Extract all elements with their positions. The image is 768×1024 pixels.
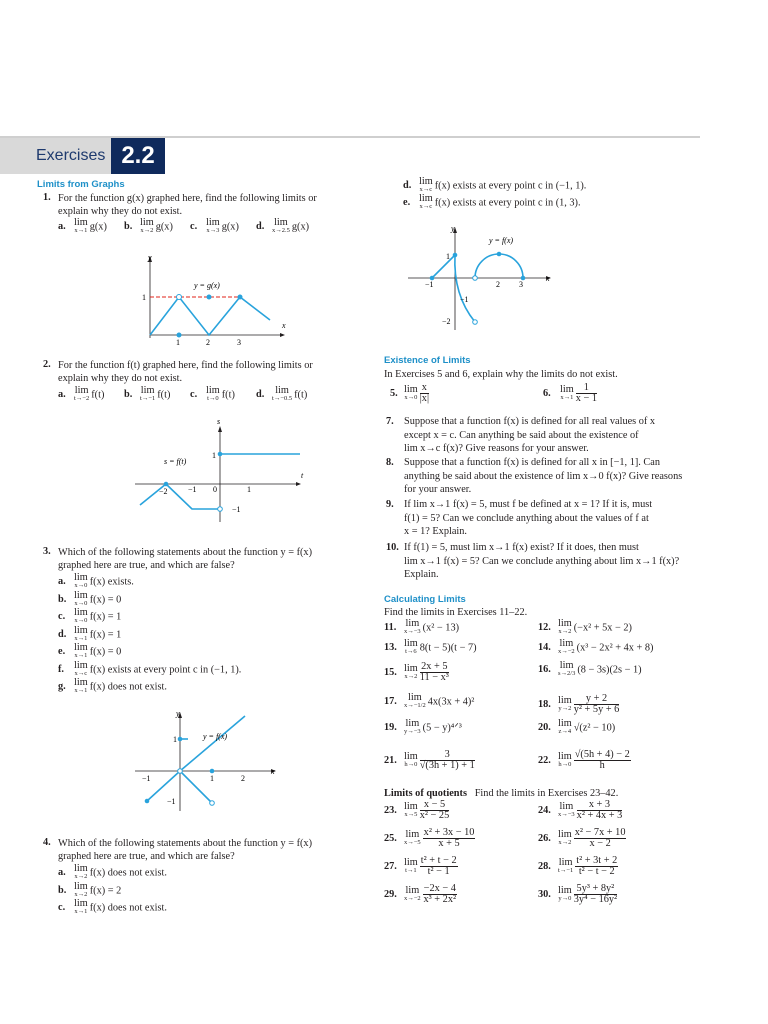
limit-operator: lim x→2.5 [272, 217, 290, 234]
exercise-part: c. lim x→1 f(x) does not exist. [58, 898, 167, 915]
limit-exercise [384, 828, 475, 849]
exercise-text-line: If lim x→1 f(x) = 5, must f be defined at x = 1? If it is, must [404, 499, 653, 510]
exercise-7 [386, 415, 701, 456]
limit-expression: 8(t − 5)(t − 7) [419, 642, 477, 654]
limit-operator: lim x→1 [74, 217, 88, 234]
open-point [210, 801, 215, 806]
limit-operator: lim x→−1/2 [404, 692, 426, 709]
limit-operator: lim x→1 [560, 383, 574, 401]
tick-label: −1 [142, 774, 151, 783]
limit-operator: lim x→2 [404, 662, 418, 680]
fraction: $\frac{y + 2}{\text{y² + 5y + 6}}$ [573, 693, 620, 715]
exercise-text-line: anything be said about the existence of lim x→0 f(x)? Give reasons [404, 470, 683, 482]
filled-point [164, 482, 169, 487]
exercise-number: 20. [538, 722, 551, 734]
exercise-8 [386, 456, 701, 497]
section-heading-word: Exercises [36, 147, 106, 164]
tick-label: 1 [212, 451, 216, 460]
exercise-number: 30. [538, 888, 551, 900]
limit-operator: lim x→2 [74, 863, 88, 880]
x-axis-label: x [271, 767, 275, 776]
limit-operator: lim t→−1 [558, 856, 574, 874]
fraction: $\frac{\text{x² + 3x − 10}}{x + 5}$ [423, 827, 475, 849]
open-point [178, 769, 183, 774]
exercise-number: 12. [538, 622, 551, 634]
exercise-part: c. lim t→0 f(t) [190, 385, 235, 402]
exercise-10 [386, 541, 701, 582]
open-point [473, 320, 478, 325]
quotients-text: Find the limits in Exercises 23–42. [474, 788, 619, 799]
limit-exercise [538, 640, 653, 656]
filled-point [497, 252, 502, 257]
function-label: y = f(x) [203, 732, 228, 741]
exercise-part: d. lim x→c f(x) exists at every point c in (−1, 1). [403, 176, 587, 193]
fraction: $\frac{2x + 5}{\text{11 − x³}}$ [419, 661, 449, 683]
exercise-5-expression [404, 383, 429, 404]
limit-operator: lim t→1 [404, 856, 418, 874]
exercise-text-line: f(1) = 5? Can we conclude anything about the values of f at [404, 512, 649, 524]
fraction: $\frac{-2x - 4}{\text{x³ + 2x²}}$ [423, 883, 457, 905]
limit-exercise [384, 620, 459, 636]
tick-label: 1 [142, 293, 146, 302]
exercise-part: a. lim t→−2 f(t) [58, 385, 105, 402]
exercise-number: 13. [384, 642, 397, 654]
limit-exercise [384, 640, 477, 656]
exercise-number: 21. [384, 754, 397, 766]
section-number-badge: 2.2 [111, 138, 165, 174]
exercise-part: a. lim x→1 g(x) [58, 217, 107, 234]
limit-operator: lim y→0 [558, 884, 572, 902]
x-axis-arrow [280, 333, 285, 337]
exercise-number: 1. [43, 192, 51, 203]
limit-operator: lim y→2 [558, 694, 572, 712]
limit-operator: lim s→2/3 [558, 660, 576, 677]
limit-operator: lim x→−2 [404, 884, 421, 902]
filled-point [207, 295, 212, 300]
limit-operator: lim x→c [74, 659, 88, 677]
limit-exercise [538, 620, 632, 636]
exercise-number: 4. [43, 837, 51, 848]
filled-point [210, 769, 215, 774]
fraction: $\frac{3}{√(3h + 1) + 1}$ [419, 749, 475, 771]
exercise-text-line: For the function f(t) graphed here, find the following limits or [58, 360, 313, 371]
limit-exercise [538, 694, 619, 715]
limit-operator: lim x→−3 [558, 800, 575, 818]
exercise-parts [58, 865, 358, 925]
tick-label: 2 [241, 774, 245, 783]
limit-exercise [384, 884, 457, 905]
exercise-number: 26. [538, 832, 551, 844]
limit-exercise [384, 750, 475, 771]
fraction: $\frac{\text{x² − 7x + 10}}{x - 2}$ [574, 827, 626, 849]
exercise-number: 22. [538, 754, 551, 766]
limit-operator: lim x→0 [404, 383, 418, 401]
exercise-parts [58, 387, 358, 407]
tick-label: 1 [176, 338, 180, 347]
exercise-number: 28. [538, 860, 551, 872]
exercise-text-line: for your answer. [404, 484, 472, 495]
f-curve-left [432, 255, 455, 278]
exercise-number: 24. [538, 804, 551, 816]
exercise-number: 2. [43, 359, 51, 370]
exercise-text-line: If f(1) = 5, must lim x→1 f(x) exist? If it does, then must [404, 542, 639, 553]
limit-exercise [384, 856, 458, 877]
tick-label: 2 [496, 280, 500, 289]
tick-label: −1 [188, 485, 197, 494]
exercise-text-line: graphed here are true, and which are false? [58, 560, 235, 571]
limit-expression: √(z² − 10) [573, 722, 616, 734]
limit-operator: lim x→2 [140, 217, 154, 234]
limit-operator: lim x→5 [404, 800, 418, 818]
fraction: $\frac{x - 5}{\text{x² − 25}}$ [419, 799, 450, 821]
exercise-6-expression [560, 383, 597, 404]
tick-label: −2 [159, 487, 168, 496]
limit-operator: lim x→3 [206, 217, 220, 234]
exercise-9 [386, 498, 701, 539]
t-axis-arrow [296, 482, 301, 486]
tick-label: 3 [519, 280, 523, 289]
limit-operator: lim x→2 [74, 880, 88, 898]
limit-operator: lim h→0 [404, 750, 418, 768]
limit-operator: lim x→1 [74, 642, 88, 659]
limit-exercise [538, 800, 622, 821]
exercise-text-line: explain why they do not exist. [58, 373, 183, 384]
exercise-text-line: Suppose that a function f(x) is defined for all x in [−1, 1]. Can [404, 457, 661, 468]
graph-ex3 [130, 708, 290, 813]
subsection-limits-from-graphs: Limits from Graphs [37, 179, 125, 190]
limit-operator: lim x→−2 [558, 638, 575, 655]
filled-point [238, 295, 243, 300]
exercise-part: b. lim x→2 f(x) = 2 [58, 880, 122, 898]
limit-exercise [538, 720, 615, 736]
f-curve-v [147, 771, 212, 803]
tick-label: 1 [173, 735, 177, 744]
graph-f-of-t [130, 418, 310, 523]
x-axis-label: x [546, 274, 550, 283]
y-axis-label: y [148, 253, 152, 262]
exercise-part: e. lim x→1 f(x) = 0 [58, 642, 122, 659]
tick-label: −1 [425, 280, 434, 289]
limit-operator: lim x→2 [558, 828, 572, 846]
exercise-text-line: explain why they do not exist. [58, 206, 183, 217]
s-axis-label: s [217, 417, 221, 426]
limit-exercise [384, 800, 449, 821]
graph-g [130, 250, 290, 345]
limit-operator: lim x→2 [558, 618, 572, 635]
exercise-text-line: except x = c. Can anything be said about the existence of [404, 429, 639, 441]
limit-exercise [538, 884, 617, 905]
graph-ex4 [405, 225, 565, 335]
exercise-number: 29. [384, 888, 397, 900]
limit-exercise [538, 856, 618, 877]
f-curve-left [140, 484, 220, 509]
exercise-number: 23. [384, 804, 397, 816]
limit-operator: lim x→1 [74, 898, 88, 915]
limit-operator: lim z→4 [558, 718, 572, 735]
limit-operator: lim x→0 [74, 607, 88, 624]
function-label: s = f(t) [164, 457, 187, 466]
limit-exercise [538, 828, 626, 849]
exercise-number: 25. [384, 832, 397, 844]
exercise-part: d. lim t→−0.5 f(t) [256, 385, 308, 402]
fraction: $\frac{1}{x - 1}$ [575, 382, 597, 404]
tick-label: 1 [446, 252, 450, 261]
fraction: $\frac{\text{t² + 3t + 2}}{\text{t² − t − 2}}$ [576, 855, 618, 877]
function-label: y = g(x) [194, 281, 220, 290]
exercise-part: c. lim x→3 g(x) [190, 217, 239, 234]
quotients-title: Limits of quotients [384, 788, 467, 799]
exercise-number: 3. [43, 546, 51, 557]
exercise-part: b. lim t→−1 f(t) [124, 385, 171, 402]
exercise-number: 17. [384, 696, 397, 708]
exercise-4-continued [403, 178, 703, 212]
limit-operator: lim t→0 [206, 385, 220, 402]
exercise-part: b. lim x→0 f(x) = 0 [58, 589, 122, 607]
limit-expression: (5 − y)⁴ᐟ³ [422, 722, 462, 734]
subsection-calculating: Calculating Limits [384, 594, 466, 605]
tick-label: −2 [442, 317, 451, 326]
limit-operator: lim t→−2 [74, 385, 90, 402]
exercise-text-line: lim x→c f(x)? Give reasons for your answer. [404, 443, 589, 454]
exercise-number: 9. [386, 499, 394, 510]
limit-exercise [538, 662, 642, 678]
exercise-text-line: Which of the following statements about the function y = f(x) [58, 838, 313, 849]
limit-expression: (x² − 13) [422, 622, 460, 634]
exercise-parts [58, 574, 358, 704]
open-point [473, 276, 478, 281]
limit-expression: (−x² + 5x − 2) [573, 622, 632, 634]
quotient-exercises [384, 800, 704, 920]
exercise-text-line: Explain. [404, 569, 439, 580]
limit-exercise [384, 720, 462, 736]
f-curve-down [455, 255, 475, 322]
filled-point [145, 799, 150, 804]
exercise-part: a. lim x→2 f(x) does not exist. [58, 863, 167, 880]
filled-point [178, 737, 183, 742]
limit-expression: (x³ − 2x² + 4x + 8) [576, 642, 654, 654]
limit-operator: lim x→−5 [404, 828, 421, 846]
limit-operator: lim x→0 [74, 572, 88, 589]
limit-expression: 4x(3x + 4)² [427, 696, 475, 708]
subsection-existence: Existence of Limits [384, 355, 471, 366]
limit-exercise [384, 662, 449, 683]
exercise-number: 10. [386, 542, 399, 553]
tick-label: 1 [210, 774, 214, 783]
g-curve [150, 297, 270, 335]
tick-label: −1 [232, 505, 241, 514]
tick-label: −1 [460, 295, 469, 304]
exercise-number: 16. [538, 664, 551, 676]
exercise-text-line: x = 1? Explain. [404, 526, 467, 537]
tick-label: 0 [213, 485, 217, 494]
tick-label: 1 [247, 485, 251, 494]
exercise-number: 5. [390, 388, 398, 399]
limit-operator: lim x→−3 [404, 618, 421, 635]
filled-point [177, 333, 182, 338]
limit-operator: lim t→−0.5 [272, 385, 293, 402]
s-axis-arrow [218, 426, 222, 432]
exercise-part: f. lim x→c f(x) exists at every point c in (−1, 1). [58, 659, 242, 677]
tick-label: 3 [237, 338, 241, 347]
limit-operator: lim x→c [419, 176, 433, 193]
exercise-text-line: Which of the following statements about the function y = f(x) [58, 547, 313, 558]
filled-point [218, 452, 223, 457]
open-point [218, 507, 223, 512]
limit-operator: lim t→−1 [140, 385, 156, 402]
exercise-part: d. lim x→2.5 g(x) [256, 217, 310, 234]
exercise-part: b. lim x→2 g(x) [124, 217, 173, 234]
exercise-text-line: Suppose that a function f(x) is defined for all real values of x [404, 416, 656, 427]
fraction: $\frac{x + 3}{\text{x² + 4x + 3}}$ [576, 799, 623, 821]
semicircle [475, 254, 523, 278]
y-axis-label: y [451, 224, 455, 233]
exercise-number: 18. [538, 698, 551, 710]
exercise-part: e. lim x→c f(x) exists at every point c in (1, 3). [403, 193, 581, 210]
tick-label: 2 [206, 338, 210, 347]
filled-point [453, 253, 458, 258]
calc-intro: Find the limits in Exercises 11–22. [384, 607, 528, 618]
fraction: $\frac{√(5h + 4) - 2}{h}$ [574, 749, 630, 771]
exercise-part: d. lim x→1 f(x) = 1 [58, 624, 122, 642]
exercise-number: 6. [543, 388, 551, 399]
exercise-number: 15. [384, 666, 397, 678]
y-axis-label: y [176, 709, 180, 718]
exercise-text-line: graphed here are true, and which are false? [58, 851, 235, 862]
tick-label: −1 [167, 797, 176, 806]
limit-exercise [538, 750, 631, 771]
fraction: $\frac{x}{|x|}$ [419, 382, 430, 404]
exercise-part: a. lim x→0 f(x) exists. [58, 572, 134, 589]
exercise-part: c. lim x→0 f(x) = 1 [58, 607, 122, 624]
limit-operator: lim x→0 [74, 589, 88, 607]
open-point [177, 295, 182, 300]
limit-expression: (8 − 3s)(2s − 1) [577, 664, 642, 676]
exercise-number: 14. [538, 642, 551, 654]
existence-intro: In Exercises 5 and 6, explain why the limits do not exist. [384, 369, 618, 380]
limit-operator: lim y→−3 [404, 718, 421, 735]
exercise-number: 19. [384, 722, 397, 734]
exercise-parts [58, 219, 358, 239]
limit-operator: lim x→1 [74, 677, 88, 694]
exercise-number: 11. [384, 622, 397, 634]
t-axis-label: t [301, 471, 304, 480]
exercise-number: 27. [384, 860, 397, 872]
exercise-part: g. lim x→1 f(x) does not exist. [58, 677, 167, 694]
exercise-text-line: For the function g(x) graphed here, find the following limits or [58, 193, 317, 204]
exercise-number: 8. [386, 457, 394, 468]
x-axis-label: x [282, 321, 286, 330]
exercise-number: 7. [386, 416, 394, 427]
limit-operator: lim t→6 [404, 638, 418, 655]
function-label: y = f(x) [489, 236, 514, 245]
f-curve-right [180, 716, 245, 771]
limit-exercise [384, 694, 474, 710]
fraction: $\frac{\text{t² + t − 2}}{\text{t² − 1}}$ [420, 855, 457, 877]
exercise-text-line: lim x→1 f(x) = 5? Can we conclude anything about lim x→1 f(x)? [404, 555, 680, 567]
limit-operator: lim h→0 [558, 750, 572, 768]
calc-exercises [384, 620, 704, 780]
quotients-heading [384, 787, 618, 801]
limit-operator: lim x→1 [74, 624, 88, 642]
limit-operator: lim x→c [419, 193, 433, 210]
fraction: $\frac{\text{5y³ + 8y²}}{\text{3y⁴ − 16y²}}$ [573, 883, 618, 905]
